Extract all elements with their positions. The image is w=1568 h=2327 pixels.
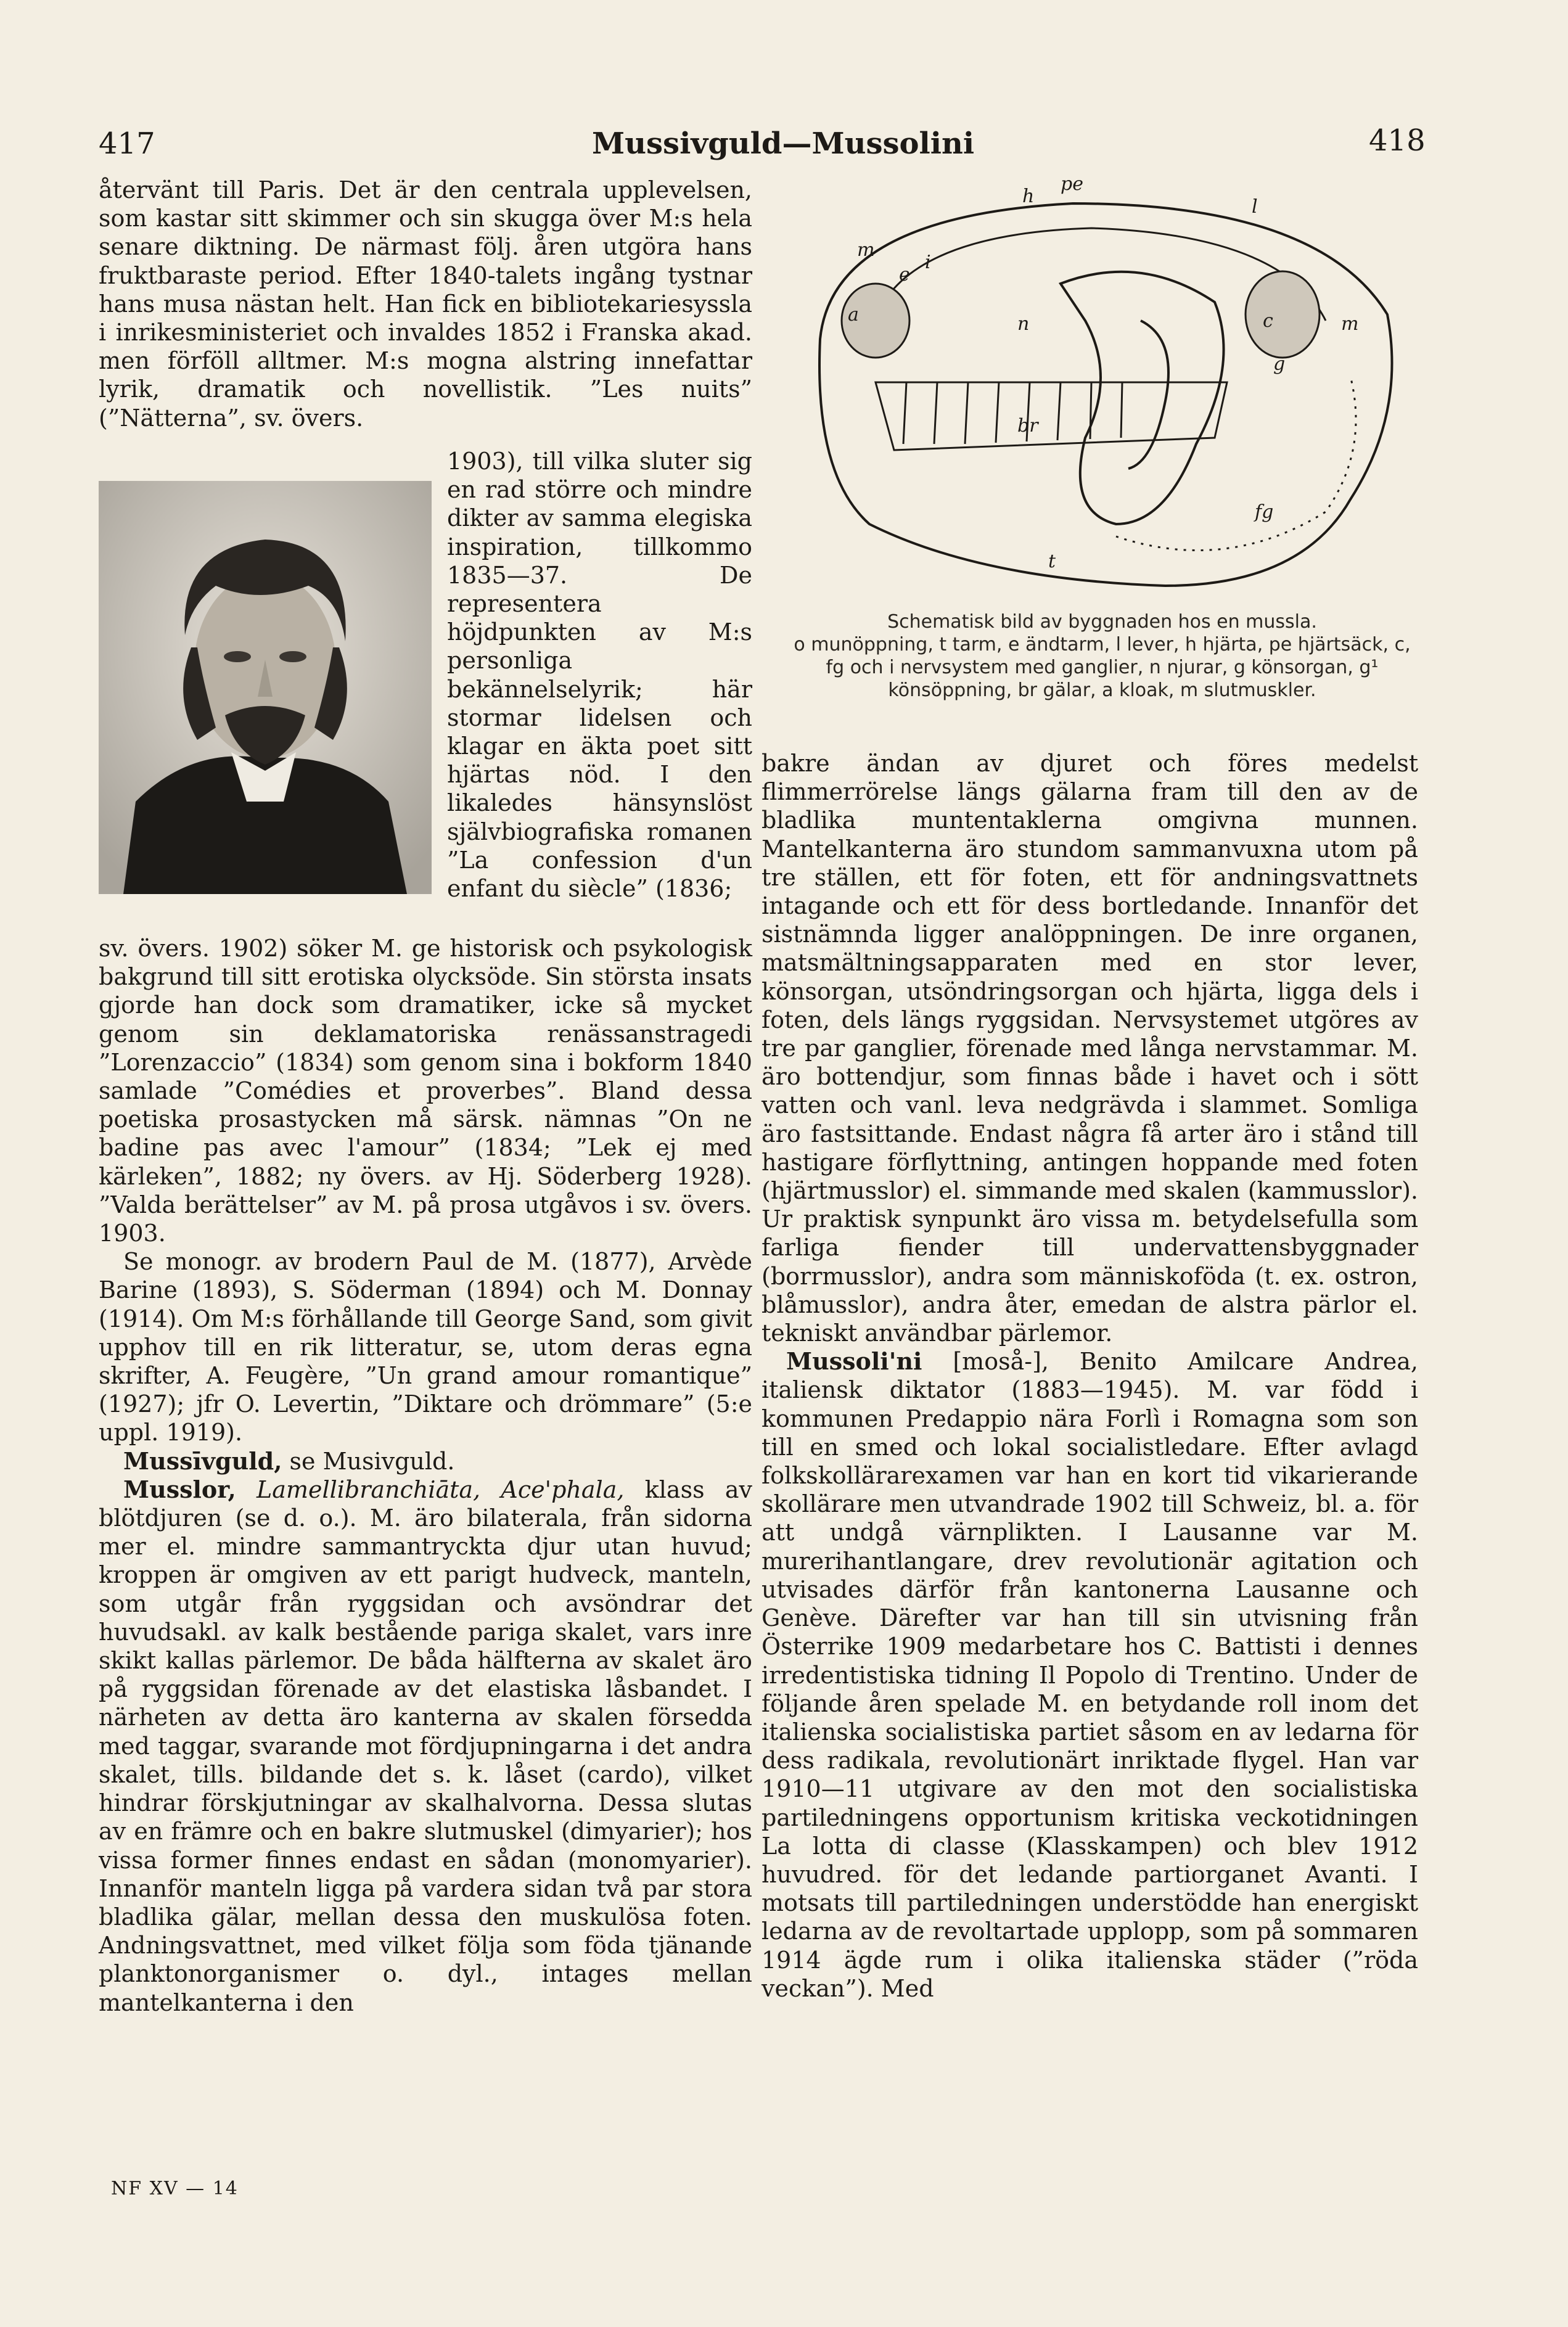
label-h: h (1022, 186, 1035, 207)
portrait-image (99, 481, 432, 894)
entry-head: Mussoli'ni (786, 1347, 922, 1376)
label-br: br (1017, 415, 1038, 437)
label-n: n (1017, 313, 1030, 335)
entry-text: klass av blötdjuren (se d. o.). M. äro bilaterala, från sidorna mer el. mindre sammantryckta djur utan huvud; kroppen är omgiven av ett parigt hudveck, manteln, som utgår från ryggsidan och avsöndrar det huvudsakl. av kalk bestående pariga skalet, vars inre skikt kallas pärlemor. De båda hälfterna av skalet äro på ryggsidan förenade av det elastiska låsbandet. I närheten av detta äro kanterna av skalen försedda med taggar, svarande mot fördjupningarna i det andra skalet, tills. bildande det s. k. låset (cardo), vilket hindrar förskjutningar av skalhalvorna. Dessa slutas av en främre och en bakre slutmuskel (dimyarier); hos vissa former finnes endast en sådan (monomyarier). Innanför manteln ligga på vardera sidan två par stora bladlika gälar, mellan dessa den muskulösa foten. Andningsvattnet, med vilket följa som föda tjänande planktonorganismer o. dyl., intages mellan mantelkanterna i den (99, 1475, 752, 2016)
label-t: t (1048, 551, 1056, 572)
running-head: Mussivguld—Mussolini (592, 126, 975, 161)
paragraph: sv. övers. 1902) söker M. ge historisk och psykologisk bakgrund till sitt erotiska olycksöde. Sin största insats gjorde han dock som dramatiker, icke så mycket genom sin deklamatoriska renässanstragedi ”Lorenzaccio” (1834) som genom sina i bokform 1840 samlade ”Comédies et proverbes”. Bland dessa poetiska prosastycken må särsk. nämnas ”On ne badine pas avec l'amour” (1834; ”Lek ej med kärleken”, 1882; ny övers. av Hj. Söderberg 1928). ”Valda berättelser” av M. på prosa utgåvos i sv. övers. 1903. (99, 935, 752, 1247)
label-pe: pe (1061, 179, 1083, 195)
label-fg: fg (1255, 501, 1274, 523)
entry-mussolini (761, 1347, 1418, 2003)
entry-text: [moså-], Benito Amilcare Andrea, italiensk diktator (1883—1945). M. var född i kommunen Predappio nära Forlì i Romagna som son till en smed och lokal socialistledare. Efter avlagd folkskollärarexamen var han en kort tid vikarierande skollärare men utvandrade 1902 till Schweiz, bl. a. för att undgå värnplikten. I Lausanne var M. murerihantlangare, drev revolutionär agitation och utvisades därför från kantonerna Lausanne och Genève. Därefter var han till sin utvisning från Österrike 1909 medarbetare hos C. Battisti i dennes irredentistiska tidning Il Popolo di Trentino. Under de följande åren spelade M. en betydande roll inom det italienska socialistiska partiet såsom en av ledarna för dess radikala, revolutionärt inriktade flygel. Han var 1910—11 utgivare av den mot den socialistiska partiledningens opportunism kritiska veckotidningen La lotta di classe (Klasskampen) och blev 1912 huvudred. för det ledande partiorganet Avanti. I motsats till partiledningen understödde han energiskt ledarna av de revoltartade upplopp, som på sommaren 1914 ägde rum i olika italienska städer (”röda veckan”). Med (761, 1348, 1418, 2002)
wrapped-text (447, 447, 752, 903)
paragraph: Se monogr. av brodern Paul de M. (1877), Arvède Barine (1893), S. Söderman (1894) och M. Donnay (1914). Om M:s förhållande till George Sand, som givit upphov till en rik litteratur, se, utom deras egna skrifter, A. Feugère, ”Un grand amour romantique” (1927); jfr O. Levertin, ”Diktare och drömmare” (5:e uppl. 1919). (99, 1248, 752, 1447)
label-m-left: m (857, 239, 875, 261)
label-i: i (925, 252, 931, 273)
entry-text: se Musivguld. (282, 1447, 455, 1475)
label-g: g (1273, 353, 1286, 375)
caption-legend: o munöppning, t tarm, e ändtarm, l lever, h hjärta, pe hjärtsäck, c, fg och i nervsystem med ganglier, n njurar, g könsorgan, g¹ könsöppning, br gälar, a kloak, m slutmuskler. (794, 634, 1411, 701)
entry-mussivguld (99, 1447, 752, 1475)
mussel-diagram (795, 179, 1412, 598)
caption-title: Schematisk bild av byggnaden hos en mussla. (887, 611, 1317, 633)
entry-head: Musslor, (123, 1475, 236, 1503)
paragraph: återvänt till Paris. Det är den centrala upplevelsen, som kastar sitt skimmer och sin skugga över M:s hela senare diktning. De närmast följ. åren utgöra hans fruktbaraste period. Efter 1840-talets ingång tystnar hans musa nästan helt. Han fick en bibliotekariesyssla i inrikesministeriet och invaldes 1852 i Franska akad. men förföll alltmer. M:s mogna alstring innefattar lyrik, dramatik och novellistik. ”Les nuits” (”Nätterna”, sv. övers. (99, 176, 752, 432)
paragraph: bakre ändan av djuret och föres medelst flimmerrörelse längs gälarna fram till den av de bladlika muntentaklerna omgivna munnen. Mantelkanterna äro stundom sammanvuxna utom på tre ställen, ett för foten, ett för andningsvattnets intagande och ett för dess bortledande. Innanför det sistnämnda ligger analöppningen. De inre organen, matsmältningsapparaten med en stor lever, könsorgan, utsöndringsorgan och hjärta, ligga dels i foten, dels längs ryggsidan. Nervsystemet utgöres av tre par ganglier, förenade med långa nervstammar. M. äro bottendjur, som finnas både i havet och i sött vatten och vanl. leva nedgrävda i slammet. Somliga äro fastsittande. Endast några få arter äro i stånd till hastigare förflyttning, antingen hoppande med foten (hjärtmusslor) el. simmande med skalen (kammusslor). Ur praktisk synpunkt äro vissa m. betydelsefulla som farliga fiender till undervattensbyggnader (borrmusslor), andra som människoföda (t. ex. ostron, blåmusslor), andra åter, emedan de alstra pärlor el. tekniskt användbar pärlemor. (761, 750, 1418, 1347)
entry-head: Mussīvguld, (123, 1447, 282, 1475)
label-c: c (1263, 310, 1273, 332)
diagram-caption (783, 610, 1421, 702)
entry-latin: Lamellibranchiāta, Ace'phala, (236, 1475, 625, 1503)
diagram-drawing (795, 179, 1412, 598)
paragraph: 1903), till vilka sluter sig en rad större och mindre dikter av samma elegiska inspiration, tillkommo 1835—37. De representera höjdpunkten av M:s personliga bekännelselyrik; här stormar lidelsen och klagar en äkta poet sitt hjärtas nöd. I den likaledes hänsynslöst självbiografiska romanen ”La confession d'un enfant du siècle” (1836; (447, 448, 752, 903)
left-column-bottom (99, 934, 752, 2017)
page-number-right: 418 (1369, 123, 1426, 158)
label-e: e (899, 264, 910, 285)
portrait-drawing (99, 481, 432, 894)
label-l: l (1252, 196, 1258, 218)
left-column-top (99, 176, 752, 432)
sheet-signature: NF XV — 14 (111, 2178, 239, 2199)
page-number-left: 417 (99, 126, 155, 161)
right-column (761, 749, 1418, 2003)
label-a: a (848, 304, 859, 326)
entry-musslor (99, 1475, 752, 2017)
label-m-right: m (1341, 313, 1359, 335)
